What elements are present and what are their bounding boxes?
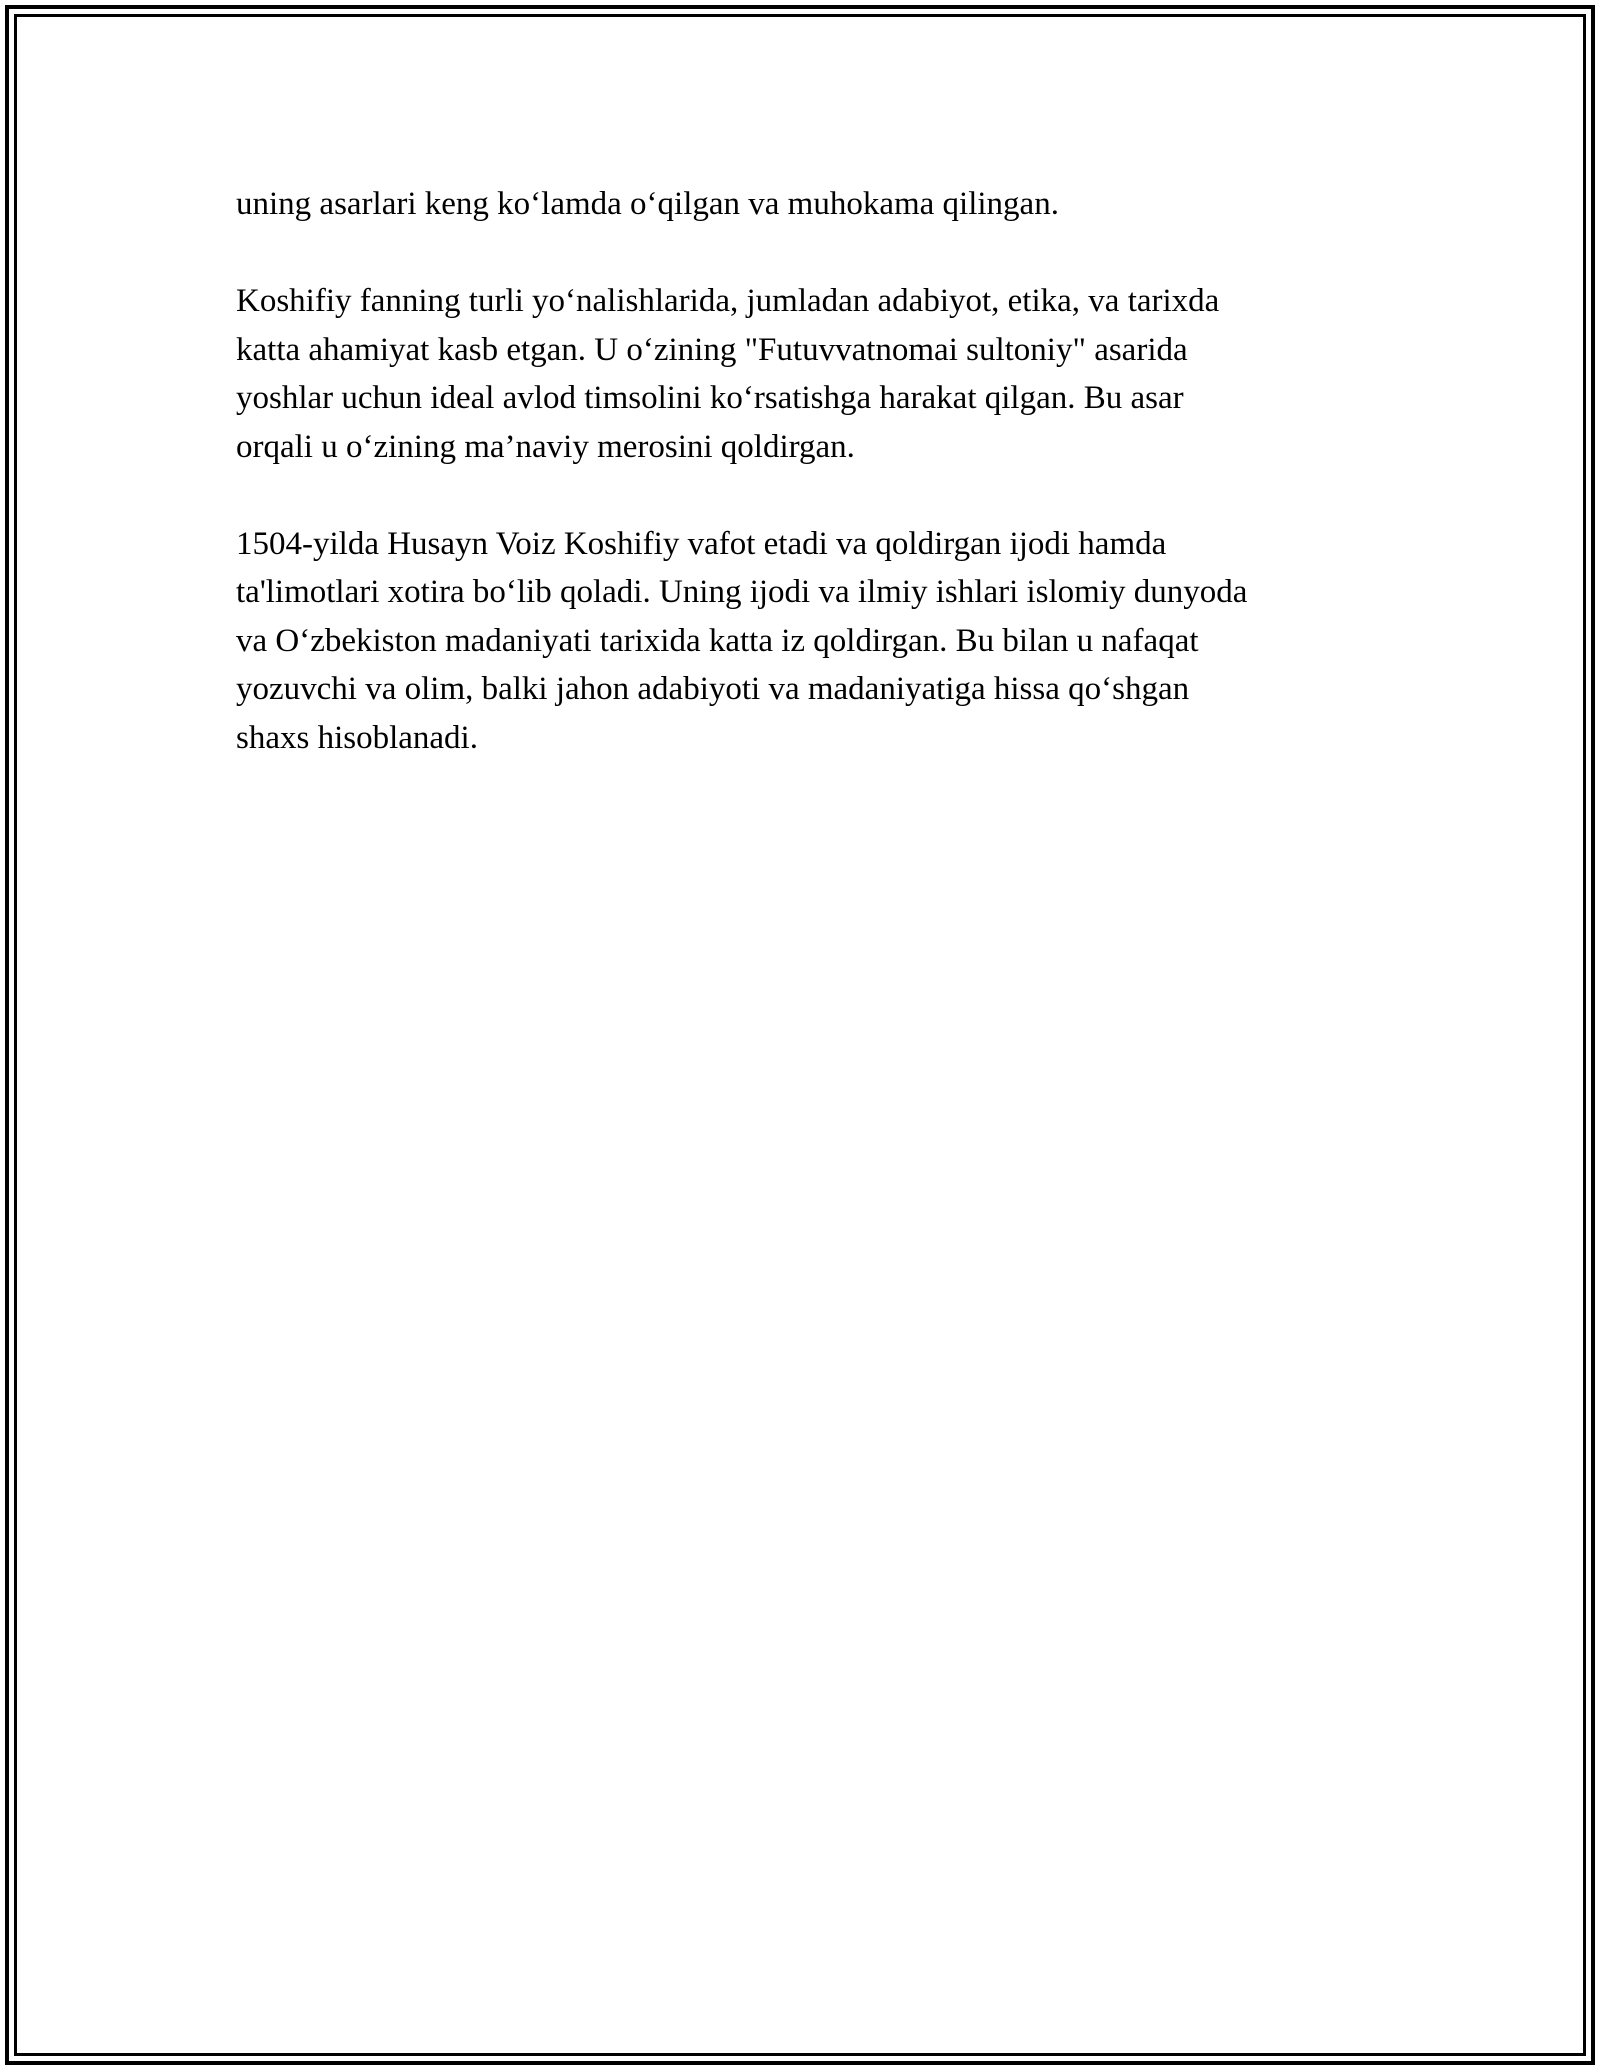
text-line: shaxs hisoblanadi.: [236, 719, 478, 756]
paragraph: [236, 277, 1396, 471]
text-line: ta'limotlari xotira bo‘lib qoladi. Uning ijodi va ilmiy ishlari islomiy dunyoda: [236, 574, 1248, 610]
text-line: 1504-yilda Husayn Voiz Koshifiy vafot etadi va qoldirgan ijodi hamda: [236, 525, 1167, 562]
text-line: uning asarlari keng ko‘lamda o‘qilgan va muhokama qilingan.: [236, 186, 1059, 222]
text-line: katta ahamiyat kasb etgan. U o‘zining "Futuvvatnomai sultoniy" asarida: [236, 331, 1188, 368]
paragraph: [236, 520, 1396, 763]
text-line: orqali u o‘zining ma’naviy merosini qoldirgan.: [236, 428, 855, 465]
paragraph: [236, 180, 1396, 229]
text-line: Koshifiy fanning turli yo‘nalishlarida, jumladan adabiyot, etika, va tarixda: [236, 283, 1220, 319]
text-line: va O‘zbekiston madaniyati tarixida katta iz qoldirgan. Bu bilan u nafaqat: [236, 622, 1199, 659]
text-line: yoshlar uchun ideal avlod timsolini ko‘rsatishga harakat qilgan. Bu asar: [236, 380, 1184, 416]
document-body: [236, 180, 1396, 811]
text-line: yozuvchi va olim, balki jahon adabiyoti va madaniyatiga hissa qo‘shgan: [236, 671, 1190, 707]
